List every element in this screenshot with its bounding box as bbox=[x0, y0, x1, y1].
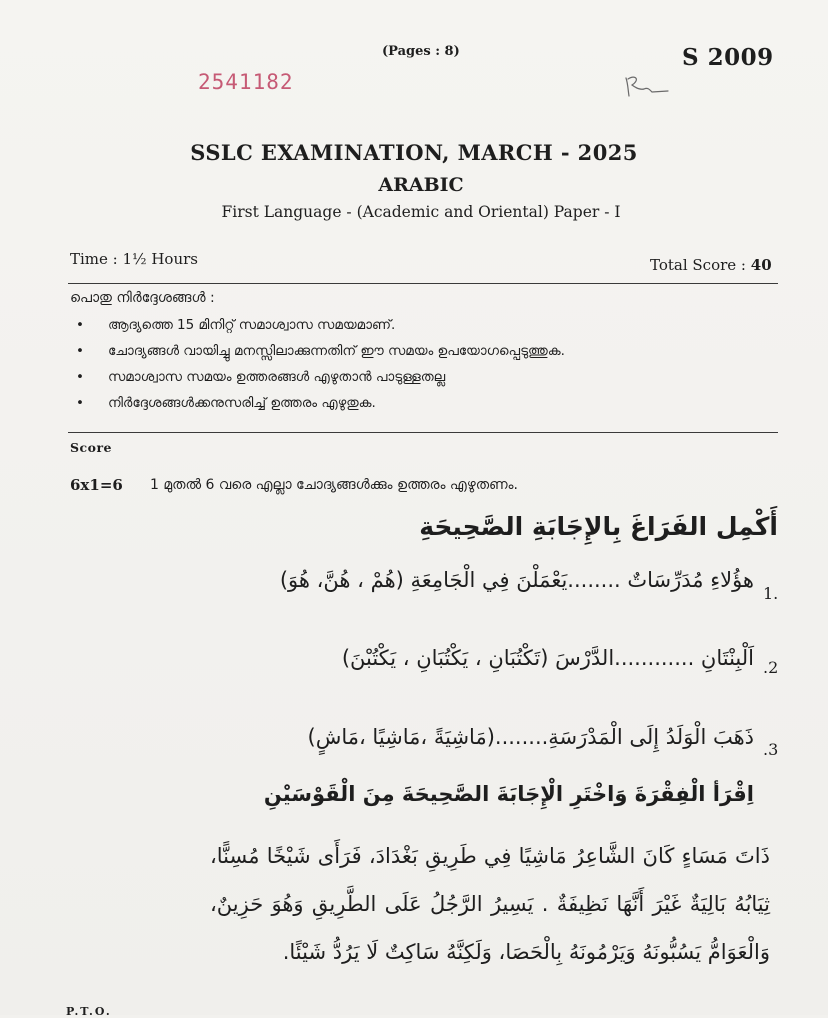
exam-time: Time : 1½ Hours bbox=[70, 250, 198, 268]
page-count: (Pages : 8) bbox=[382, 44, 460, 59]
divider-top bbox=[68, 283, 778, 284]
question-text: هؤُلاءِ مُدَرِّسَاتٌ ........يَعْمَلْنَ فِي الْجَامِعَةِ (هُمْ ، هُنَّ، هُوَ) bbox=[279, 568, 754, 592]
invigilator-initial-signature bbox=[622, 72, 672, 100]
bullet-icon: • bbox=[76, 317, 84, 333]
instruction-text: ചോദ്യങ്ങൾ വായിച്ചു മനസ്സിലാക്കുന്നതിന് ഈ സമയം ഉപയോഗപ്പെടുത്തുക. bbox=[108, 343, 565, 359]
exam-title: SSLC EXAMINATION, MARCH - 2025 bbox=[190, 140, 638, 165]
section-instruction: 1 മുതൽ 6 വരെ എല്ലാ ചോദ്യങ്ങൾക്കും ഉത്തരം എഴുതണം. bbox=[150, 477, 518, 493]
serial-number: 2541182 bbox=[198, 70, 294, 94]
bullet-icon: • bbox=[76, 369, 84, 385]
question-text: ذَهَبَ الْوَلَدُ إِلَى الْمَدْرَسَةِ........(مَاشِيَةً ،مَاشِيًا ،مَاشٍ) bbox=[307, 725, 754, 749]
list-item bbox=[76, 314, 565, 340]
arabic-section-heading: أَكْمِل الفَرَاغَ بِالإِجَابَةِ الصَّحِيحَةِ bbox=[419, 512, 778, 541]
paper-name: First Language - (Academic and Oriental) Paper - I bbox=[221, 203, 621, 221]
instruction-text: നിർദ്ദേശങ്ങൾക്കനുസരിച്ച് ഉത്തരം എഴുതുക. bbox=[108, 395, 376, 411]
total-score-value: 40 bbox=[750, 256, 772, 274]
list-item bbox=[76, 392, 565, 418]
question-text: اَلْبِنْتَانِ ............الدَّرْسَ (تَكْتُبَانِ ، يَكْتُبَانِ ، يَكْتُبْنَ) bbox=[341, 646, 754, 670]
bullet-icon: • bbox=[76, 395, 84, 411]
question-number: .3 bbox=[763, 740, 779, 759]
instructions-list bbox=[76, 314, 565, 418]
total-score-label: Total Score : bbox=[650, 256, 746, 274]
instructions-heading: പൊതു നിർദ്ദേശങ്ങൾ : bbox=[70, 290, 215, 306]
paper-code: S 2009 bbox=[682, 44, 774, 71]
reading-paragraph: ذَاتَ مَسَاءٍ كَانَ الشَّاعِرُ مَاشِيًا فِي طَرِيقِ بَغْدَادَ، فَرَأَى شَيْخًا مُسِنًّا، ثِيَابُهُ بَالِيَةٌ غَيْرَ أَنَّهَا نَظِيفَةٌ . يَسِيرُ الرَّجُلُ عَلَى الطَّرِيقِ وَهُوَ حَزِينٌ، وَالْعَوَامُّ يَسُبُّونَهُ وَيَرْمُونَهُ بِالْحَصَا، وَلَكِنَّهُ سَاكِتٌ لَا يَرُدُّ شَيْئًا. bbox=[210, 844, 770, 964]
page-turn-note: P.T.O. bbox=[66, 1005, 112, 1018]
bullet-icon: • bbox=[76, 343, 84, 359]
score-column-label: Score bbox=[70, 440, 113, 455]
list-item bbox=[76, 366, 565, 392]
instruction-text: ആദ്യത്തെ 15 മിനിറ്റ് സമാശ്വാസ സമയമാണ്. bbox=[108, 317, 396, 333]
instruction-text: സമാശ്വാസ സമയം ഉത്തരങ്ങൾ എഴുതാൻ പാടുള്ളതല്ല bbox=[108, 369, 446, 385]
divider-bottom bbox=[68, 432, 778, 433]
section-marks: 6x1=6 bbox=[70, 476, 123, 494]
question-number: 1. bbox=[763, 584, 779, 603]
list-item bbox=[76, 340, 565, 366]
exam-subject: ARABIC bbox=[378, 174, 464, 196]
question-number: .2 bbox=[763, 658, 779, 677]
total-score bbox=[650, 256, 772, 274]
reading-heading: اِقْرَأ الْفِقْرَةَ وَاخْتَرِ الْإِجَابَةَ الصَّحِيحَةَ مِنَ الْقَوْسَيْنِ bbox=[263, 782, 754, 806]
